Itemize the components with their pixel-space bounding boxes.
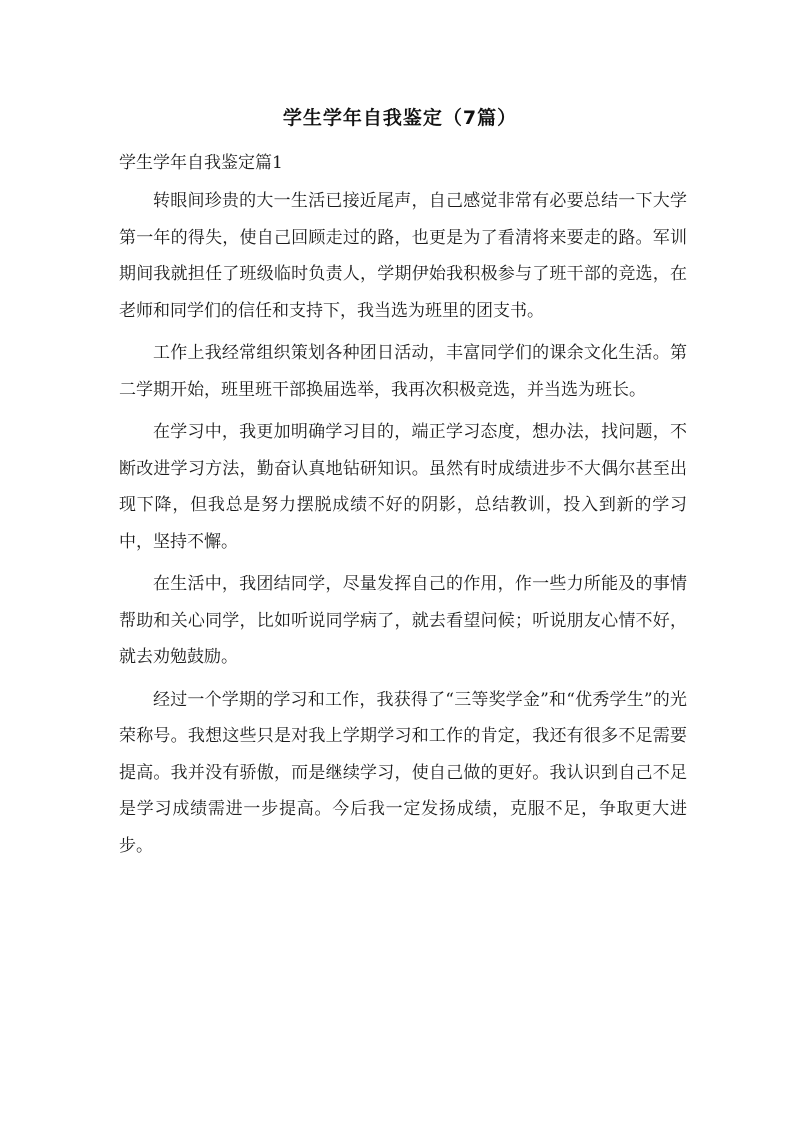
paragraph: 转眼间珍贵的大一生活已接近尾声，自己感觉非常有必要总结一下大学第一年的得失，使自己回顾走过的路，也更是为了看清将来要走的路。军训期间我就担任了班级临时负责人，学期伊始我积极参与了班干部的竞选，在老师和同学们的信任和支持下，我当选为班里的团支书。: [119, 191, 687, 321]
paragraph: 在生活中，我团结同学，尽量发挥自己的作用，作一些力所能及的事情帮助和关心同学，比如听说同学病了，就去看望问候；听说朋友心情不好，就去劝勉鼓励。: [119, 574, 687, 667]
paragraph: 经过一个学期的学习和工作，我获得了“三等奖学金”和“优秀学生”的光荣称号。我想这些只是对我上学期学习和工作的肯定，我还有很多不足需要提高。我并没有骄傲，而是继续学习，使自己做的更好。我认识到自己不足是学习成绩需进一步提高。今后我一定发扬成绩，克服不足，争取更大进步。: [119, 689, 687, 856]
document-body: [119, 183, 687, 870]
paragraph: 工作上我经常组织策划各种团日活动，丰富同学们的课余文化生活。第二学期开始，班里班干部换届选举，我再次积极竞选，并当选为班长。: [119, 343, 687, 400]
document-title: 学生学年自我鉴定（7篇）: [282, 107, 518, 129]
section-heading: 学生学年自我鉴定篇1: [119, 153, 283, 173]
paragraph: 在学习中，我更加明确学习目的，端正学习态度，想办法，找问题，不断改进学习方法，勤奋认真地钻研知识。虽然有时成绩进步不大偶尔甚至出现下降，但我总是努力摆脱成绩不好的阴影，总结教训，投入到新的学习中，坚持不懈。: [119, 422, 687, 552]
